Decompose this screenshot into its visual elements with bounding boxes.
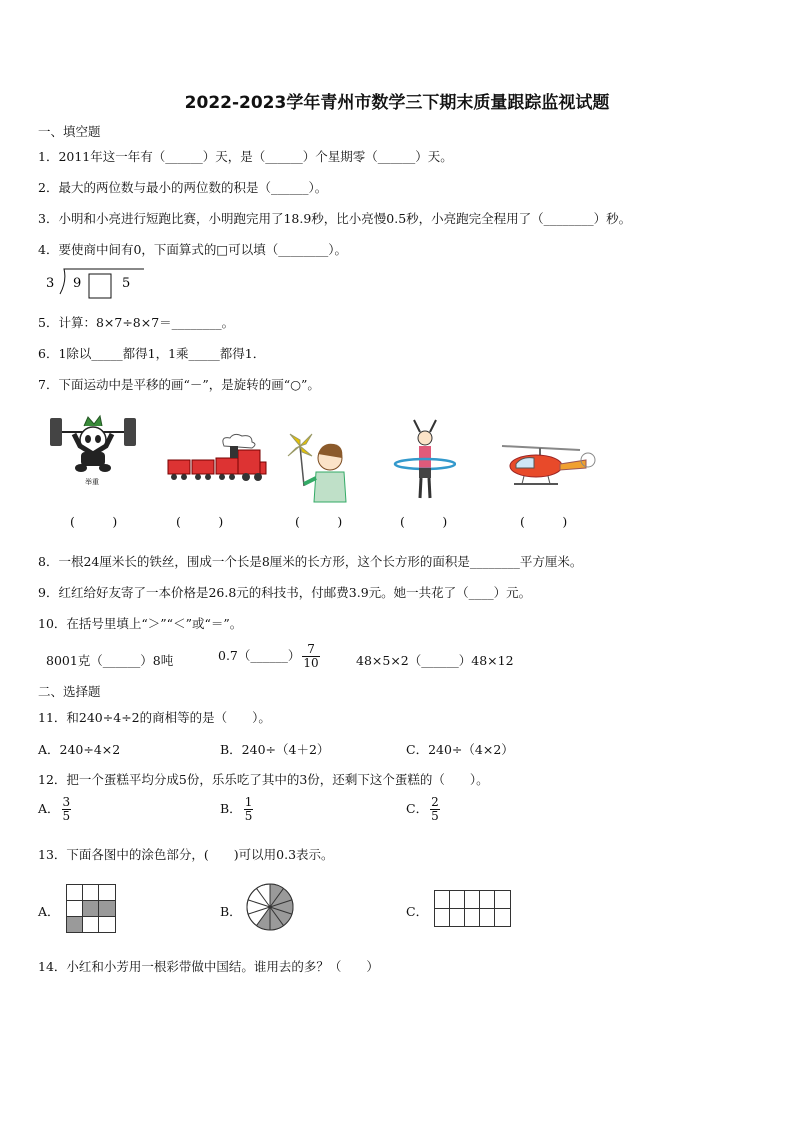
- question-11: 11．和240÷4÷2的商相等的是（ ）。: [38, 710, 271, 725]
- question-4: 4．要使商中间有0，下面算式的□可以填（________）。: [38, 242, 347, 257]
- question-10: 10．在括号里填上“＞”“＜”或“＝”。: [38, 616, 243, 631]
- q12-option-c[interactable]: C． $\frac{2}{5}$: [406, 795, 439, 823]
- train-image: [164, 432, 270, 484]
- fraction-7-10: $\frac{7}{10}$: [303, 642, 319, 670]
- question-7: 7．下面运动中是平移的画“－”，是旋转的画“○”。: [38, 377, 320, 392]
- q7-answer-3: ( ): [295, 514, 343, 529]
- question-12: 12．把一个蛋糕平均分成5份，乐乐吃了其中的3份，还剩下这个蛋糕的（ ）。: [38, 772, 489, 787]
- q13-circle-b: [245, 882, 295, 932]
- q11-option-c[interactable]: C．240÷（4×2）: [406, 742, 514, 757]
- question-1: 1．2011年这一年有（______）天，是（______）个星期零（______）天。: [38, 149, 453, 164]
- q11-option-a[interactable]: A．240÷4×2: [38, 742, 121, 757]
- section-fill-blank: 一、填空题: [38, 124, 101, 139]
- long-division-figure: [40, 266, 150, 306]
- q11-option-b[interactable]: B．240÷（4＋2）: [220, 742, 330, 757]
- divisor: 3: [46, 276, 55, 291]
- question-14: 14．小红和小芳用一根彩带做中国结。谁用去的多？（ ）: [38, 959, 379, 974]
- q13-option-c-label[interactable]: C．: [406, 904, 429, 919]
- question-8: 8．一根24厘米长的铁丝，围成一个长是8厘米的长方形，这个长方形的面积是________平方厘米。: [38, 554, 583, 569]
- fraction-3-5: $\frac{3}{5}$: [62, 795, 71, 823]
- question-6: 6．1除以_____都得1，1乘_____都得1．: [38, 346, 266, 361]
- question-9: 9．红红给好友寄了一本价格是26.8元的科技书，付邮费3.9元。她一共花了（____）元。: [38, 585, 532, 600]
- dividend-digit-3: 5: [122, 276, 131, 291]
- q10-item-a: 8001克（______）8吨: [46, 653, 174, 668]
- section-choice: 二、选择题: [38, 684, 101, 699]
- q7-answer-1: ( ): [70, 514, 118, 529]
- q10-item-b: [218, 643, 322, 670]
- question-3: 3．小明和小亮进行短跑比赛，小明跑完用了18.9秒，比小亮慢0.5秒，小亮跑完全程用了（________）秒。: [38, 211, 632, 226]
- weightlifting-caption: 举重: [85, 478, 99, 486]
- weightlifting-image: [48, 412, 138, 487]
- page-title: 2022-2023学年青州市数学三下期末质量跟踪监视试题: [184, 93, 610, 113]
- q7-answer-4: ( ): [400, 514, 448, 529]
- blank-box: [89, 274, 111, 298]
- question-13: 13．下面各图中的涂色部分，( )可以用0.3表示。: [38, 847, 334, 862]
- q12-option-a[interactable]: A． $\frac{3}{5}$: [38, 795, 71, 823]
- question-2: 2．最大的两位数与最小的两位数的积是（______）。: [38, 180, 328, 195]
- hula-hoop-image: [390, 418, 456, 502]
- fraction-1-5: $\frac{1}{5}$: [244, 795, 253, 823]
- dividend-digit-1: 9: [73, 276, 82, 291]
- q10-item-c: 48×5×2（______）48×12: [356, 653, 514, 668]
- fraction-2-5: $\frac{2}{5}$: [431, 795, 439, 823]
- q13-option-a-label[interactable]: A．: [38, 904, 60, 919]
- q13-strip-c: [434, 890, 512, 928]
- q7-answer-5: ( ): [520, 514, 568, 529]
- pinwheel-child-image: [286, 428, 352, 504]
- q12-option-b[interactable]: B． $\frac{1}{5}$: [220, 795, 253, 823]
- helicopter-image: [494, 440, 598, 494]
- q7-answer-2: ( ): [176, 514, 224, 529]
- q10-item-b-left: 0.7（______）: [218, 648, 301, 663]
- q13-option-b-label[interactable]: B．: [220, 904, 242, 919]
- question-5: 5．计算：8×7÷8×7＝________。: [38, 315, 235, 330]
- q13-grid-a: [66, 884, 117, 933]
